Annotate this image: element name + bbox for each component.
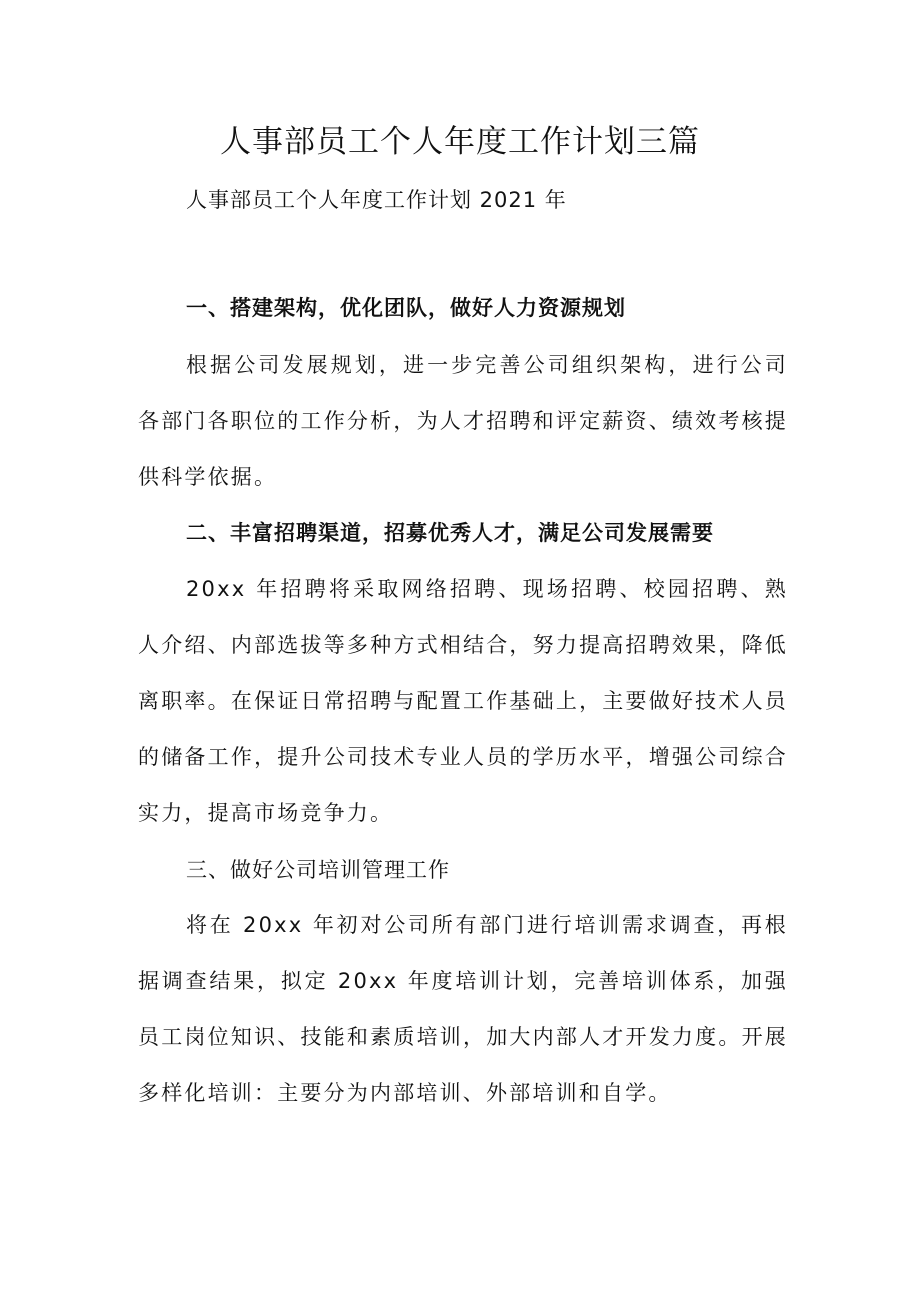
- section-1-body: 根据公司发展规划，进一步完善公司组织架构，进行公司各部门各职位的工作分析，为人才招聘和评定薪资、绩效考核提供科学依据。: [138, 353, 788, 489]
- section-2-body: 20xx 年招聘将采取网络招聘、现场招聘、校园招聘、熟人介绍、内部选拔等多种方式相结合，努力提高招聘效果，降低离职率。在保证日常招聘与配置工作基础上，主要做好技术人员的储备工作，提升公司技术专业人员的学历水平，增强公司综合实力，提高市场竞争力。: [138, 577, 788, 825]
- section-1-heading: 一、搭建架构，优化团队，做好人力资源规划: [186, 296, 626, 320]
- document-title: 人事部员工个人年度工作计划三篇: [220, 124, 700, 160]
- section-3-body: 将在 20xx 年初对公司所有部门进行培训需求调查，再根据调查结果，拟定 20xx 年度培训计划，完善培训体系，加强员工岗位知识、技能和素质培训，加大内部人才开发力度。开展多样化培训：主要分为内部培训、外部培训和自学。: [138, 913, 788, 1105]
- document-subtitle: 人事部员工个人年度工作计划 2021 年: [186, 188, 567, 212]
- section-3-heading: 三、做好公司培训管理工作: [186, 858, 450, 882]
- section-2-heading: 二、丰富招聘渠道，招募优秀人才，满足公司发展需要: [186, 521, 714, 545]
